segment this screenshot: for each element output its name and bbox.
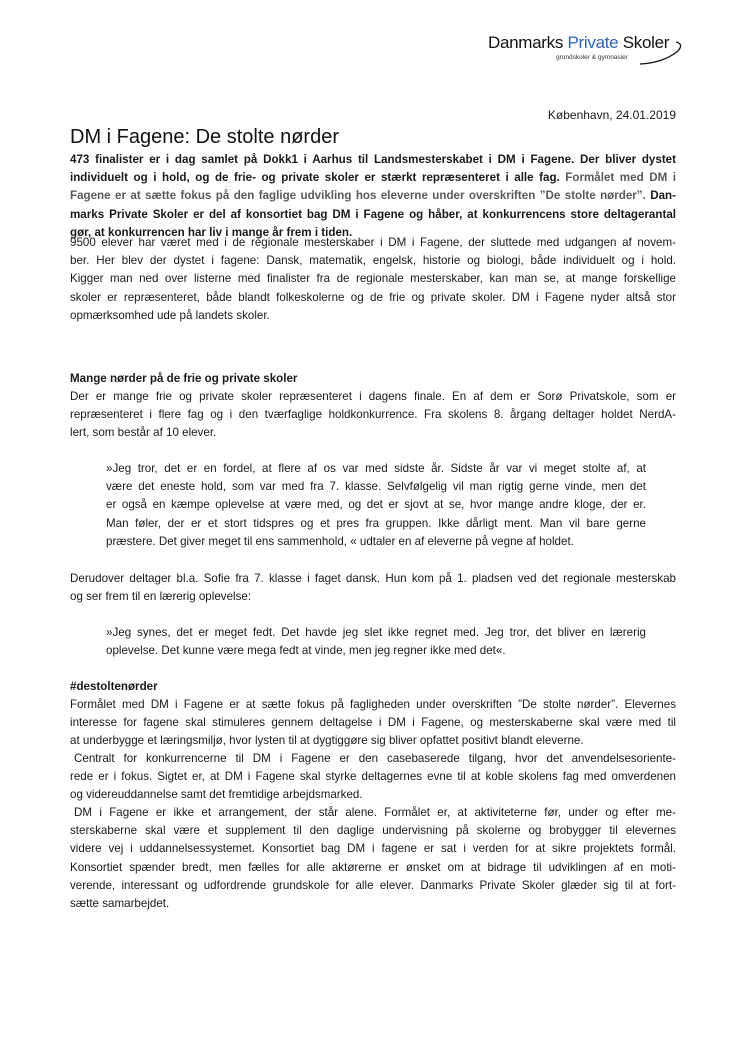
logo-swoosh-icon bbox=[488, 33, 688, 69]
text-line bbox=[70, 187, 676, 205]
text-line: præstere. Det giver meget til ens sammenhold, « udtaler en af eleverne på vegne af holdet. bbox=[106, 534, 574, 548]
text-line: interesse for fagene skal stimuleres gennem deltagelse i DM i Fagene, og mesterskaberne skal være med til bbox=[70, 716, 676, 730]
text-segment: Dan- bbox=[645, 189, 676, 203]
lead-paragraph bbox=[70, 151, 676, 242]
paragraph bbox=[70, 804, 676, 913]
text-line: Kigger man ned over listerne med finalister fra de regionale mesterskaber, kan man se, at mange forskellige bbox=[70, 272, 676, 286]
paragraph bbox=[70, 750, 676, 805]
highlighted-text: Formålet med DM i bbox=[565, 171, 676, 185]
text-segment: marks Private Skoler er del af konsortiet bag DM i Fagene og håber, at konkurrencens store deltagerantal bbox=[70, 207, 676, 221]
page-title: DM i Fagene: De stolte nørder bbox=[70, 126, 339, 148]
paragraph bbox=[70, 388, 676, 443]
text-line: og ser frem til en lærerig oplevelse: bbox=[70, 590, 252, 604]
paragraph bbox=[70, 234, 676, 325]
text-segment: 473 finalister er i dag samlet på Dokk1 i Aarhus til Landsmesterskabet i DM i Fagene. Der bliver dystet bbox=[70, 153, 676, 166]
text-line: Der er mange frie og private skoler repræsenteret i dagens finale. En af dem er Sorø Privatskole, som er bbox=[70, 390, 676, 403]
quote bbox=[106, 460, 646, 551]
paragraph bbox=[70, 570, 676, 606]
text-line: Centralt for konkurrencerne til DM i Fagene er den casebaserede tilgang, hvor det anvendelsesoriente- bbox=[74, 752, 676, 765]
text-line: at underbygge et læringsmiljø, hvor lysten til at dygtiggøre sig bliver opfattet positivt blandt eleverne. bbox=[70, 734, 584, 748]
text-segment: gør, at konkurrencen har liv i mange år frem i tiden. bbox=[70, 225, 353, 239]
text-line: Derudover deltager bl.a. Sofie fra 7. klasse i faget dansk. Hun kom på 1. pladsen ved det regionale mesterskab bbox=[70, 572, 676, 585]
text-line: opmærksomhed ude på landets skoler. bbox=[70, 308, 270, 322]
logo bbox=[488, 33, 688, 69]
logo-text: Skoler bbox=[618, 33, 670, 52]
section-heading: #destoltenørder bbox=[70, 680, 158, 693]
text-line: Man føler, der er et stort tidspres og et pres fra gruppen. Ikke dårligt ment. Man vil bare gerne bbox=[106, 516, 646, 530]
text-line: være det eneste hold, som var med fra 7. klasse. Selvfølgelig vil man rigtig gerne vinde, men det bbox=[106, 480, 646, 494]
logo-text-accent: Private bbox=[567, 33, 619, 52]
text-line: videre vej i uddannelsessystemet. Konsortiet bag DM i fagene er sat i verden for at sikre projektets formål. bbox=[70, 842, 676, 856]
text-line: skoler er repræsenteret, både blandt folkeskolerne og de frie og private skoler. DM i Fagene nyder altså stor bbox=[70, 290, 676, 304]
text-line: oplevelse. Det kunne være mega fedt at vinde, men jeg regner ikke med det«. bbox=[106, 644, 506, 658]
text-line: »Jeg tror, det er en fordel, at flere af os var med sidste år. Sidste år var vi meget stolte af, at bbox=[106, 462, 646, 475]
text-line: verende, interessant og udfordrende grundskole for alle elever. Danmarks Private Skoler glæder sig til at fort- bbox=[70, 878, 676, 892]
text-line: 9500 elever har været med i de regionale mesterskaber i DM i Fagene, der sluttede med udgangen af novem- bbox=[70, 236, 676, 249]
quote bbox=[106, 624, 646, 660]
text-line: DM i Fagene er ikke et arrangement, der står alene. Formålet er, at aktiviteterne før, under og efter me- bbox=[74, 806, 676, 819]
text-line: lert, som består af 10 elever. bbox=[70, 426, 217, 440]
text-line: Konsortiet spænder bredt, men fælles for alle aktørerne er ønsket om at bidrage til udviklingen af en moti- bbox=[70, 860, 676, 874]
document-date: København, 24.01.2019 bbox=[547, 108, 676, 122]
section-heading: Mange nørder på de frie og private skoler bbox=[70, 372, 298, 385]
text-line bbox=[70, 169, 676, 187]
text-line: Formålet med DM i Fagene er at sætte fokus på fagligheden under overskriften ”De stolte nørder”. Elevernes bbox=[70, 698, 676, 711]
text-line bbox=[70, 206, 676, 224]
text-line: rede er i fokus. Sigtet er, at DM i Fagene skal styrke deltagernes evne til at koble skolens fag med omverdenen bbox=[70, 770, 676, 784]
text-segment: individuelt og i hold, og de frie- og private skoler er stærkt repræsenteret i alle fag. bbox=[70, 171, 566, 185]
logo-text: Danmarks bbox=[488, 33, 568, 52]
paragraph bbox=[70, 696, 676, 751]
text-line: ber. Her blev der dystet i fagene: Dansk, matematik, engelsk, historie og biologi, både individuelt og i hold. bbox=[70, 254, 676, 268]
text-line: sterskaberne skal være et supplement til den daglige undervisning på skolerne og brobygger til elevernes bbox=[70, 824, 676, 838]
text-line: og videreuddannelse samt det fremtidige arbejdsmarked. bbox=[70, 788, 363, 802]
logo-tagline: grundskoler & gymnasier bbox=[556, 54, 628, 61]
text-line: »Jeg synes, det er meget fedt. Det havde jeg slet ikke regnet med. Jeg tror, det bliver en lærerig bbox=[106, 626, 646, 639]
text-line: er også en kæmpe oplevelse at være med, og det er sjovt at se, hvor mange andre kloge, der er. bbox=[106, 498, 646, 512]
text-line: sætte samarbejdet. bbox=[70, 897, 170, 911]
highlighted-text: Fagene er at sætte fokus på den faglige udvikling hos eleverne under overskriften ”De stolte nørder”. bbox=[70, 189, 646, 203]
text-line bbox=[70, 151, 676, 169]
text-line: repræsenteret i flere fag og i den tværfaglige holdkonkurrence. Fra skolens 8. årgang deltager holdet NerdA- bbox=[70, 408, 676, 422]
